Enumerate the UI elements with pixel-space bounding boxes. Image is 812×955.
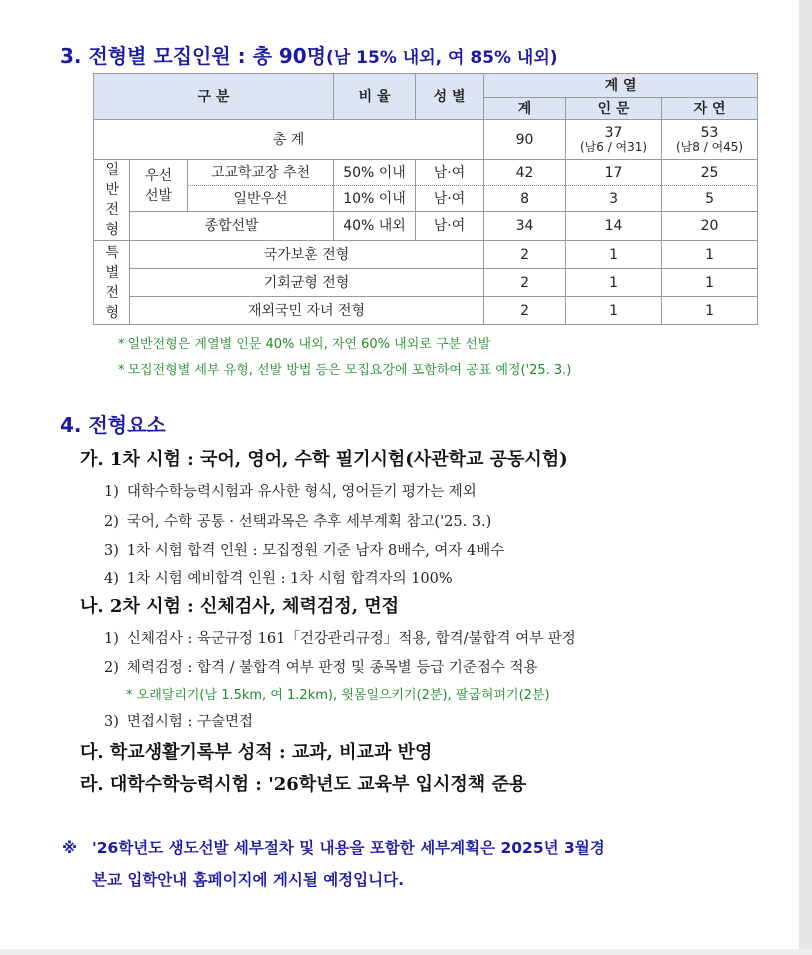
fitness-note (126, 684, 550, 703)
general-label: 일반전형 (105, 162, 120, 238)
subsection-na: 나. 2차 시험 : 신체검사, 체력검정, 면접 (80, 596, 399, 617)
row-name: 일반우선 (188, 186, 334, 212)
note-line (118, 359, 571, 378)
item-number: 2) (104, 514, 119, 530)
general-label-cell (94, 160, 130, 241)
row-total: 2 (484, 297, 566, 325)
item-number: 1) (104, 631, 119, 647)
note-bullet: * (126, 688, 133, 703)
row-total: 8 (484, 186, 566, 212)
header-gender: 성 별 (416, 74, 484, 120)
total-row-total: 90 (484, 120, 566, 160)
row-name: 재외국민 자녀 전형 (130, 297, 484, 325)
total-hum-sub: (남6 / 여31) (579, 140, 648, 154)
row-total: 42 (484, 160, 566, 186)
section3-title (60, 40, 558, 69)
note-bullet: * (118, 363, 125, 378)
list-item (104, 567, 453, 588)
header-category: 구 분 (94, 74, 334, 120)
fitness-note-text: 오래달리기(남 1.5km, 여 1.2km), 윗몸일으키기(2분), 팔굽혀펴기(2분) (136, 688, 550, 703)
reference-text-1: '26학년도 생도선발 세부절차 및 내용을 포함한 세부계획은 2025년 3월경 (92, 839, 605, 857)
row-science: 1 (662, 297, 758, 325)
list-item (104, 627, 576, 648)
recruitment-table (93, 73, 758, 325)
note-text: 모집전형별 세부 유형, 선발 방법 등은 모집요강에 포함하여 공표 예정('25. 3.) (127, 363, 572, 378)
section3-title-paren: (남 15% 내외, 여 85% 내외) (326, 48, 558, 68)
list-item (104, 480, 477, 501)
reference-line-1 (62, 836, 605, 858)
row-total: 2 (484, 241, 566, 269)
row-gender: 남·여 (416, 160, 484, 186)
row-humanities: 3 (566, 186, 662, 212)
item-number: 3) (104, 714, 119, 730)
total-row-humanities (566, 120, 662, 160)
row-name: 고교학교장 추천 (188, 160, 334, 186)
row-name: 기회균형 전형 (130, 269, 484, 297)
item-text: 대학수학능력시험과 유사한 형식, 영어듣기 평가는 제외 (126, 484, 477, 500)
total-hum-value: 37 (604, 125, 623, 141)
header-science: 자 연 (662, 98, 758, 120)
special-label: 특별전형 (105, 244, 120, 321)
item-text: 체력검정 : 합격 / 불합격 여부 판정 및 종목별 등급 기준점수 적용 (126, 660, 538, 676)
note-bullet: * (118, 337, 125, 352)
row-science: 1 (662, 241, 758, 269)
row-gender: 남·여 (416, 212, 484, 241)
row-name: 종합선발 (130, 212, 334, 241)
row-gender: 남·여 (416, 186, 484, 212)
page-edge-right (799, 0, 812, 955)
total-sci-value: 53 (700, 125, 719, 141)
item-number: 2) (104, 660, 119, 676)
reference-mark: ※ (62, 839, 78, 857)
total-row-science (662, 120, 758, 160)
list-item (104, 510, 491, 531)
list-item (104, 710, 253, 731)
row-humanities: 1 (566, 269, 662, 297)
row-science: 20 (662, 212, 758, 241)
row-humanities: 1 (566, 297, 662, 325)
item-text: 1차 시험 합격 인원 : 모집정원 기준 남자 8배수, 여자 4배수 (126, 543, 505, 559)
subsection-ga: 가. 1차 시험 : 국어, 영어, 수학 필기시험(사관학교 공동시험) (80, 449, 568, 470)
row-ratio: 50% 이내 (334, 160, 416, 186)
priority-label: 우선선발 (144, 167, 173, 204)
row-name: 국가보훈 전형 (130, 241, 484, 269)
reference-text-2: 본교 입학안내 홈페이지에 게시될 예정입니다. (92, 871, 404, 889)
row-humanities: 1 (566, 241, 662, 269)
special-label-cell (94, 241, 130, 325)
section3-title-main: 3. 전형별 모집인원 : 총 90명 (60, 44, 327, 68)
list-item (104, 539, 504, 560)
row-science: 25 (662, 160, 758, 186)
row-total: 2 (484, 269, 566, 297)
row-ratio: 10% 이내 (334, 186, 416, 212)
note-line (118, 333, 490, 352)
page-edge-bottom (0, 949, 812, 955)
reference-line-2 (62, 868, 404, 890)
note-text: 일반전형은 계열별 인문 40% 내외, 자연 60% 내외로 구분 선발 (127, 337, 491, 352)
row-total: 34 (484, 212, 566, 241)
row-humanities: 14 (566, 212, 662, 241)
row-ratio: 40% 내외 (334, 212, 416, 241)
section4-title: 4. 전형요소 (60, 413, 166, 437)
list-item (104, 656, 538, 677)
header-humanities: 인 문 (566, 98, 662, 120)
header-series: 계 열 (484, 74, 758, 98)
row-humanities: 17 (566, 160, 662, 186)
item-number: 4) (104, 571, 119, 587)
item-text: 신체검사 : 육군규정 161「건강관리규정」적용, 합격/불합격 여부 판정 (126, 631, 576, 647)
subsection-ra: 라. 대학수학능력시험 : '26학년도 교육부 입시정책 준용 (80, 774, 527, 795)
item-number: 3) (104, 543, 119, 559)
item-number: 1) (104, 484, 119, 500)
priority-label-cell (130, 160, 188, 212)
total-row-label: 총 계 (94, 120, 484, 160)
header-ratio: 비 율 (334, 74, 416, 120)
item-text: 1차 시험 예비합격 인원 : 1차 시험 합격자의 100% (126, 571, 453, 587)
item-text: 국어, 수학 공통 · 선택과목은 추후 세부계획 참고('25. 3.) (126, 514, 492, 530)
item-text: 면접시험 : 구술면접 (126, 714, 254, 730)
subsection-da: 다. 학교생활기록부 성적 : 교과, 비교과 반영 (80, 742, 433, 763)
total-sci-sub: (남8 / 여45) (675, 140, 744, 154)
row-science: 1 (662, 269, 758, 297)
header-total: 계 (484, 98, 566, 120)
row-science: 5 (662, 186, 758, 212)
